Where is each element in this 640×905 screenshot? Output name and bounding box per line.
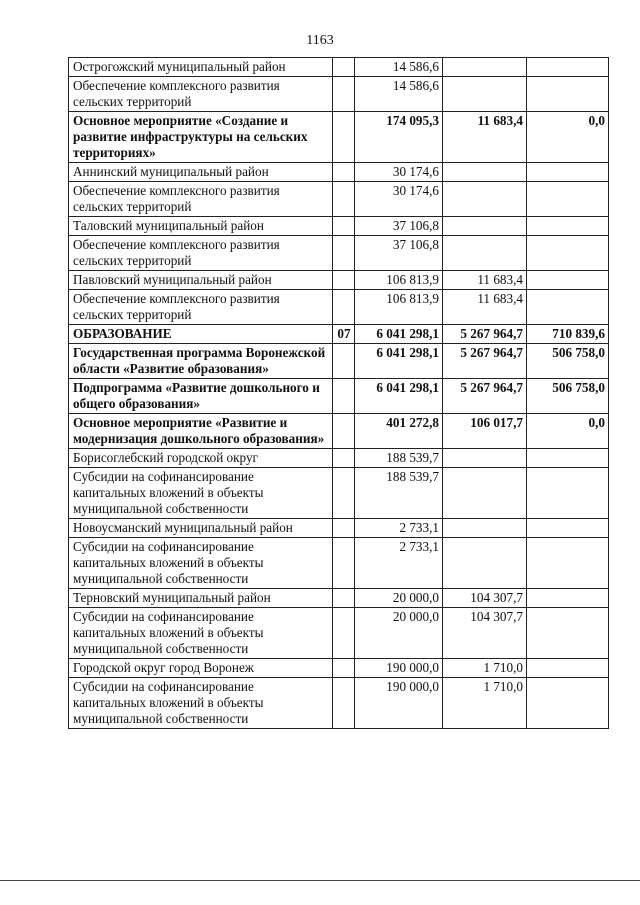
value-cell-2 xyxy=(443,449,527,468)
value-cell-3 xyxy=(527,538,609,589)
budget-table xyxy=(68,57,609,729)
code-cell xyxy=(333,344,355,379)
name-cell: Таловский муниципальный район xyxy=(69,217,333,236)
code-cell xyxy=(333,112,355,163)
value-cell-2: 104 307,7 xyxy=(443,589,527,608)
value-cell-2 xyxy=(443,58,527,77)
value-cell-1: 106 813,9 xyxy=(355,271,443,290)
name-cell: Обеспечение комплексного развития сельских территорий xyxy=(69,236,333,271)
table-row xyxy=(69,678,609,729)
code-cell xyxy=(333,519,355,538)
value-cell-2: 5 267 964,7 xyxy=(443,325,527,344)
value-cell-3 xyxy=(527,678,609,729)
value-cell-3: 506 758,0 xyxy=(527,379,609,414)
table-row xyxy=(69,163,609,182)
value-cell-3 xyxy=(527,468,609,519)
value-cell-2 xyxy=(443,217,527,236)
name-cell: Борисоглебский городской округ xyxy=(69,449,333,468)
value-cell-3 xyxy=(527,290,609,325)
code-cell xyxy=(333,468,355,519)
value-cell-2 xyxy=(443,182,527,217)
value-cell-1: 188 539,7 xyxy=(355,468,443,519)
table-row xyxy=(69,58,609,77)
name-cell: Субсидии на софинансирование капитальных вложений в объекты муниципальной собственности xyxy=(69,608,333,659)
value-cell-3 xyxy=(527,163,609,182)
value-cell-2: 5 267 964,7 xyxy=(443,379,527,414)
name-cell: Субсидии на софинансирование капитальных вложений в объекты муниципальной собственности xyxy=(69,678,333,729)
table-row xyxy=(69,290,609,325)
name-cell: Основное мероприятие «Создание и развитие инфраструктуры на сельских территориях» xyxy=(69,112,333,163)
name-cell: Подпрограмма «Развитие дошкольного и общего образования» xyxy=(69,379,333,414)
value-cell-1: 6 041 298,1 xyxy=(355,325,443,344)
value-cell-2 xyxy=(443,77,527,112)
table-row xyxy=(69,236,609,271)
value-cell-3: 506 758,0 xyxy=(527,344,609,379)
code-cell xyxy=(333,163,355,182)
code-cell xyxy=(333,538,355,589)
value-cell-2: 11 683,4 xyxy=(443,290,527,325)
value-cell-3: 0,0 xyxy=(527,414,609,449)
code-cell xyxy=(333,77,355,112)
value-cell-1: 20 000,0 xyxy=(355,589,443,608)
value-cell-2: 106 017,7 xyxy=(443,414,527,449)
value-cell-1: 37 106,8 xyxy=(355,217,443,236)
value-cell-3 xyxy=(527,589,609,608)
code-cell xyxy=(333,678,355,729)
value-cell-1: 6 041 298,1 xyxy=(355,379,443,414)
value-cell-2 xyxy=(443,236,527,271)
value-cell-1: 14 586,6 xyxy=(355,58,443,77)
value-cell-2: 104 307,7 xyxy=(443,608,527,659)
value-cell-1: 190 000,0 xyxy=(355,678,443,729)
code-cell xyxy=(333,608,355,659)
value-cell-3 xyxy=(527,182,609,217)
code-cell xyxy=(333,217,355,236)
table-row xyxy=(69,271,609,290)
table-row xyxy=(69,608,609,659)
code-cell xyxy=(333,414,355,449)
table-row xyxy=(69,589,609,608)
name-cell: Павловский муниципальный район xyxy=(69,271,333,290)
name-cell: Обеспечение комплексного развития сельских территорий xyxy=(69,77,333,112)
value-cell-3 xyxy=(527,271,609,290)
table-row xyxy=(69,449,609,468)
value-cell-2: 5 267 964,7 xyxy=(443,344,527,379)
name-cell: Острогожский муниципальный район xyxy=(69,58,333,77)
table-row xyxy=(69,468,609,519)
value-cell-3: 0,0 xyxy=(527,112,609,163)
name-cell: Терновский муниципальный район xyxy=(69,589,333,608)
value-cell-2: 11 683,4 xyxy=(443,112,527,163)
value-cell-3 xyxy=(527,236,609,271)
value-cell-2: 1 710,0 xyxy=(443,659,527,678)
value-cell-2: 11 683,4 xyxy=(443,271,527,290)
code-cell xyxy=(333,236,355,271)
budget-table-body xyxy=(69,58,609,729)
table-row xyxy=(69,182,609,217)
table-row xyxy=(69,344,609,379)
value-cell-2: 1 710,0 xyxy=(443,678,527,729)
code-cell xyxy=(333,182,355,217)
code-cell xyxy=(333,659,355,678)
value-cell-3 xyxy=(527,77,609,112)
code-cell xyxy=(333,58,355,77)
value-cell-3 xyxy=(527,608,609,659)
value-cell-2 xyxy=(443,468,527,519)
name-cell: Обеспечение комплексного развития сельских территорий xyxy=(69,182,333,217)
table-row xyxy=(69,77,609,112)
table-row xyxy=(69,325,609,344)
value-cell-1: 106 813,9 xyxy=(355,290,443,325)
table-row xyxy=(69,217,609,236)
name-cell: Субсидии на софинансирование капитальных вложений в объекты муниципальной собственности xyxy=(69,468,333,519)
value-cell-1: 37 106,8 xyxy=(355,236,443,271)
name-cell: Государственная программа Воронежской области «Развитие образования» xyxy=(69,344,333,379)
page-number: 1163 xyxy=(306,33,334,48)
value-cell-2 xyxy=(443,519,527,538)
value-cell-2 xyxy=(443,538,527,589)
value-cell-1: 2 733,1 xyxy=(355,538,443,589)
table-row xyxy=(69,414,609,449)
code-cell xyxy=(333,271,355,290)
table-row xyxy=(69,379,609,414)
code-cell xyxy=(333,449,355,468)
code-cell: 07 xyxy=(333,325,355,344)
value-cell-1: 188 539,7 xyxy=(355,449,443,468)
value-cell-1: 30 174,6 xyxy=(355,163,443,182)
value-cell-1: 6 041 298,1 xyxy=(355,344,443,379)
value-cell-3 xyxy=(527,519,609,538)
value-cell-1: 30 174,6 xyxy=(355,182,443,217)
value-cell-3 xyxy=(527,217,609,236)
code-cell xyxy=(333,290,355,325)
value-cell-1: 190 000,0 xyxy=(355,659,443,678)
table-row xyxy=(69,519,609,538)
value-cell-3: 710 839,6 xyxy=(527,325,609,344)
name-cell: Городской округ город Воронеж xyxy=(69,659,333,678)
value-cell-1: 14 586,6 xyxy=(355,77,443,112)
name-cell: Аннинский муниципальный район xyxy=(69,163,333,182)
table-row xyxy=(69,538,609,589)
table-row xyxy=(69,659,609,678)
name-cell: Субсидии на софинансирование капитальных вложений в объекты муниципальной собственности xyxy=(69,538,333,589)
value-cell-1: 2 733,1 xyxy=(355,519,443,538)
name-cell: Обеспечение комплексного развития сельских территорий xyxy=(69,290,333,325)
name-cell: Новоусманский муниципальный район xyxy=(69,519,333,538)
code-cell xyxy=(333,589,355,608)
value-cell-3 xyxy=(527,659,609,678)
name-cell: ОБРАЗОВАНИЕ xyxy=(69,325,333,344)
name-cell: Основное мероприятие «Развитие и модернизация дошкольного образования» xyxy=(69,414,333,449)
value-cell-3 xyxy=(527,449,609,468)
value-cell-2 xyxy=(443,163,527,182)
value-cell-3 xyxy=(527,58,609,77)
value-cell-1: 20 000,0 xyxy=(355,608,443,659)
table-row xyxy=(69,112,609,163)
value-cell-1: 174 095,3 xyxy=(355,112,443,163)
value-cell-1: 401 272,8 xyxy=(355,414,443,449)
bottom-rule xyxy=(0,880,640,881)
code-cell xyxy=(333,379,355,414)
